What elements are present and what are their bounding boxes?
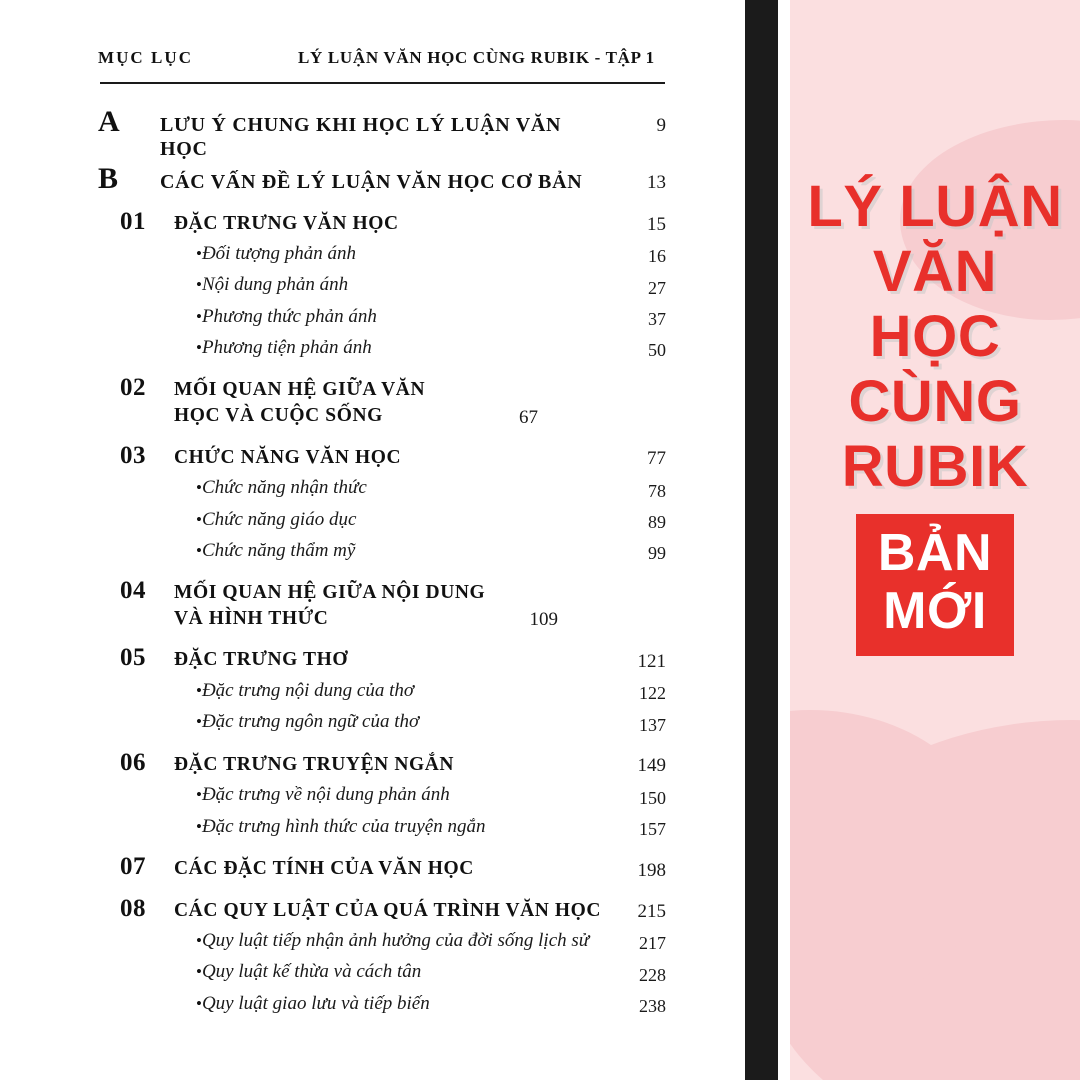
toc-marker: 07 bbox=[120, 852, 146, 880]
toc-entry-b[interactable] bbox=[98, 163, 666, 195]
toc-page-number: 150 bbox=[639, 787, 666, 808]
toc-entry-chapter-05[interactable] bbox=[98, 644, 666, 673]
toc-label: Quy luật kế thừa và cách tân bbox=[201, 961, 422, 983]
page-header bbox=[98, 48, 675, 68]
toc-page-number: 27 bbox=[648, 277, 666, 298]
toc-label: ĐẶC TRƯNG THƠ bbox=[174, 649, 349, 671]
toc-entry-bullet[interactable] bbox=[98, 928, 666, 954]
toc-entry-bullet[interactable] bbox=[98, 272, 666, 298]
toc-entry-bullet[interactable] bbox=[98, 507, 666, 533]
toc-marker: A bbox=[98, 105, 120, 138]
toc-page-number: 215 bbox=[637, 901, 666, 923]
toc-marker: 04 bbox=[120, 576, 146, 604]
toc-entry-bullet[interactable] bbox=[98, 335, 666, 361]
toc-entry-chapter-04[interactable] bbox=[98, 577, 666, 631]
toc-page-number: 9 bbox=[656, 115, 666, 136]
toc-entry-a[interactable] bbox=[98, 106, 666, 161]
toc-label: MỐI QUAN HỆ GIỮA NỘI DUNG VÀ HÌNH THỨC bbox=[174, 581, 486, 629]
toc-page-number: 122 bbox=[639, 683, 666, 704]
header-book-title: LÝ LUẬN VĂN HỌC CÙNG RUBIK - TẬP 1 bbox=[298, 48, 655, 67]
badge-line: MỚI bbox=[883, 582, 987, 640]
toc-page-number: 149 bbox=[637, 755, 666, 777]
toc-page-number: 67 bbox=[519, 406, 538, 428]
toc-label: CÁC VẤN ĐỀ LÝ LUẬN VĂN HỌC CƠ BẢN bbox=[160, 171, 583, 193]
toc-page-number: 99 bbox=[648, 542, 666, 563]
toc-label: LƯU Ý CHUNG KHI HỌC LÝ LUẬN VĂN HỌC bbox=[160, 114, 562, 160]
toc-entry-bullet[interactable] bbox=[98, 475, 666, 501]
bullet-icon: • bbox=[196, 962, 202, 982]
toc-page-number: 121 bbox=[637, 651, 666, 673]
toc-page-number: 228 bbox=[639, 964, 666, 985]
toc-marker: 02 bbox=[120, 374, 146, 402]
toc-entry-chapter-08[interactable] bbox=[98, 895, 666, 924]
toc-label: CÁC QUY LUẬT CỦA QUÁ TRÌNH VĂN HỌC bbox=[174, 899, 602, 921]
toc-label: Đặc trưng hình thức của truyện ngắn bbox=[201, 815, 486, 837]
toc-entry-chapter-07[interactable] bbox=[98, 853, 666, 882]
toc-label: Đặc trưng ngôn ngữ của thơ bbox=[201, 711, 420, 733]
toc-marker: 05 bbox=[120, 644, 146, 672]
toc-label: Chức năng thẩm mỹ bbox=[201, 539, 356, 561]
toc-page-number: 198 bbox=[637, 859, 666, 881]
toc-label: Đặc trưng về nội dung phản ánh bbox=[201, 784, 450, 806]
bullet-icon: • bbox=[196, 816, 202, 836]
toc-entry-bullet[interactable] bbox=[98, 304, 666, 330]
toc-label: Quy luật tiếp nhận ảnh hưởng của đời sống lịch sử bbox=[201, 930, 590, 952]
toc-label: Đối tượng phản ánh bbox=[201, 243, 356, 265]
toc-page-number: 109 bbox=[529, 609, 558, 631]
toc-entry-bullet[interactable] bbox=[98, 709, 666, 735]
toc-entry-chapter-02[interactable] bbox=[98, 374, 666, 428]
header-divider bbox=[100, 82, 665, 84]
bullet-icon: • bbox=[196, 509, 202, 529]
badge-line: BẢN bbox=[877, 523, 993, 582]
toc-page-number: 217 bbox=[639, 933, 666, 954]
cover-title-block bbox=[790, 175, 1080, 656]
bullet-icon: • bbox=[196, 337, 202, 357]
toc-label: Quy luật giao lưu và tiếp biến bbox=[201, 992, 430, 1014]
cover-title-line: VĂN bbox=[872, 238, 998, 304]
toc-page-number: 238 bbox=[639, 995, 666, 1016]
bullet-icon: • bbox=[196, 931, 202, 951]
toc-label: MỐI QUAN HỆ GIỮA VĂN HỌC VÀ CUỘC SỐNG bbox=[174, 379, 426, 426]
toc-entry-bullet[interactable] bbox=[98, 959, 666, 985]
cover-title-line: RUBIK bbox=[841, 433, 1029, 499]
bullet-icon: • bbox=[196, 712, 202, 732]
toc-page-number: 157 bbox=[639, 818, 666, 839]
toc-page-number: 137 bbox=[639, 714, 666, 735]
toc-label: CÁC ĐẶC TÍNH CỦA VĂN HỌC bbox=[174, 857, 474, 879]
bullet-icon: • bbox=[196, 785, 202, 805]
toc-entry-chapter-01[interactable] bbox=[98, 208, 666, 237]
bullet-icon: • bbox=[196, 275, 202, 295]
toc-marker: 06 bbox=[120, 748, 146, 776]
book-spine bbox=[745, 0, 778, 1080]
toc-page-number: 78 bbox=[648, 480, 666, 501]
new-edition-badge bbox=[856, 514, 1014, 656]
cover-title-line: HỌC bbox=[869, 303, 1001, 369]
toc-page-number: 50 bbox=[648, 340, 666, 361]
toc-label: ĐẶC TRƯNG VĂN HỌC bbox=[174, 212, 399, 234]
bullet-icon: • bbox=[196, 478, 202, 498]
toc-label: Phương thức phản ánh bbox=[201, 305, 377, 327]
toc-page-number: 16 bbox=[648, 246, 666, 267]
toc-marker: 08 bbox=[120, 894, 146, 922]
toc-entry-bullet[interactable] bbox=[98, 991, 666, 1017]
toc-entry-chapter-06[interactable] bbox=[98, 749, 666, 778]
bullet-icon: • bbox=[196, 306, 202, 326]
toc-entry-bullet[interactable] bbox=[98, 814, 666, 840]
toc-page-number: 89 bbox=[648, 511, 666, 532]
toc-entries bbox=[98, 106, 666, 1017]
toc-label: Chức năng nhận thức bbox=[201, 477, 367, 499]
toc-label: CHỨC NĂNG VĂN HỌC bbox=[174, 446, 402, 468]
toc-entry-bullet[interactable] bbox=[98, 678, 666, 704]
toc-label: Chức năng giáo dục bbox=[201, 508, 357, 530]
toc-marker: B bbox=[98, 162, 119, 195]
toc-label: Nội dung phản ánh bbox=[201, 274, 349, 296]
toc-label: ĐẶC TRƯNG TRUYỆN NGẮN bbox=[174, 753, 455, 775]
toc-marker: 03 bbox=[120, 441, 146, 469]
bullet-icon: • bbox=[196, 540, 202, 560]
cover-title-line: LÝ LUẬN bbox=[807, 174, 1063, 239]
toc-label: Đặc trưng nội dung của thơ bbox=[201, 680, 415, 702]
cover-title-line: CÙNG bbox=[848, 368, 1022, 434]
toc-entry-bullet[interactable] bbox=[98, 782, 666, 808]
spine-gap bbox=[778, 0, 790, 1080]
toc-marker: 01 bbox=[120, 207, 146, 235]
toc-page-number: 15 bbox=[647, 214, 666, 236]
header-section-label: MỤC LỤC bbox=[98, 48, 194, 67]
toc-label: Phương tiện phản ánh bbox=[201, 336, 372, 358]
toc-page-number: 13 bbox=[647, 172, 666, 193]
toc-entry-bullet[interactable] bbox=[98, 241, 666, 267]
toc-entry-chapter-03[interactable] bbox=[98, 442, 666, 471]
bullet-icon: • bbox=[196, 244, 202, 264]
bullet-icon: • bbox=[196, 993, 202, 1013]
toc-page-number: 77 bbox=[647, 448, 666, 470]
toc-page-number: 37 bbox=[648, 308, 666, 329]
book-cover bbox=[790, 0, 1080, 1080]
toc-entry-bullet[interactable] bbox=[98, 538, 666, 564]
page-footer bbox=[98, 1066, 618, 1080]
bullet-icon: • bbox=[196, 681, 202, 701]
